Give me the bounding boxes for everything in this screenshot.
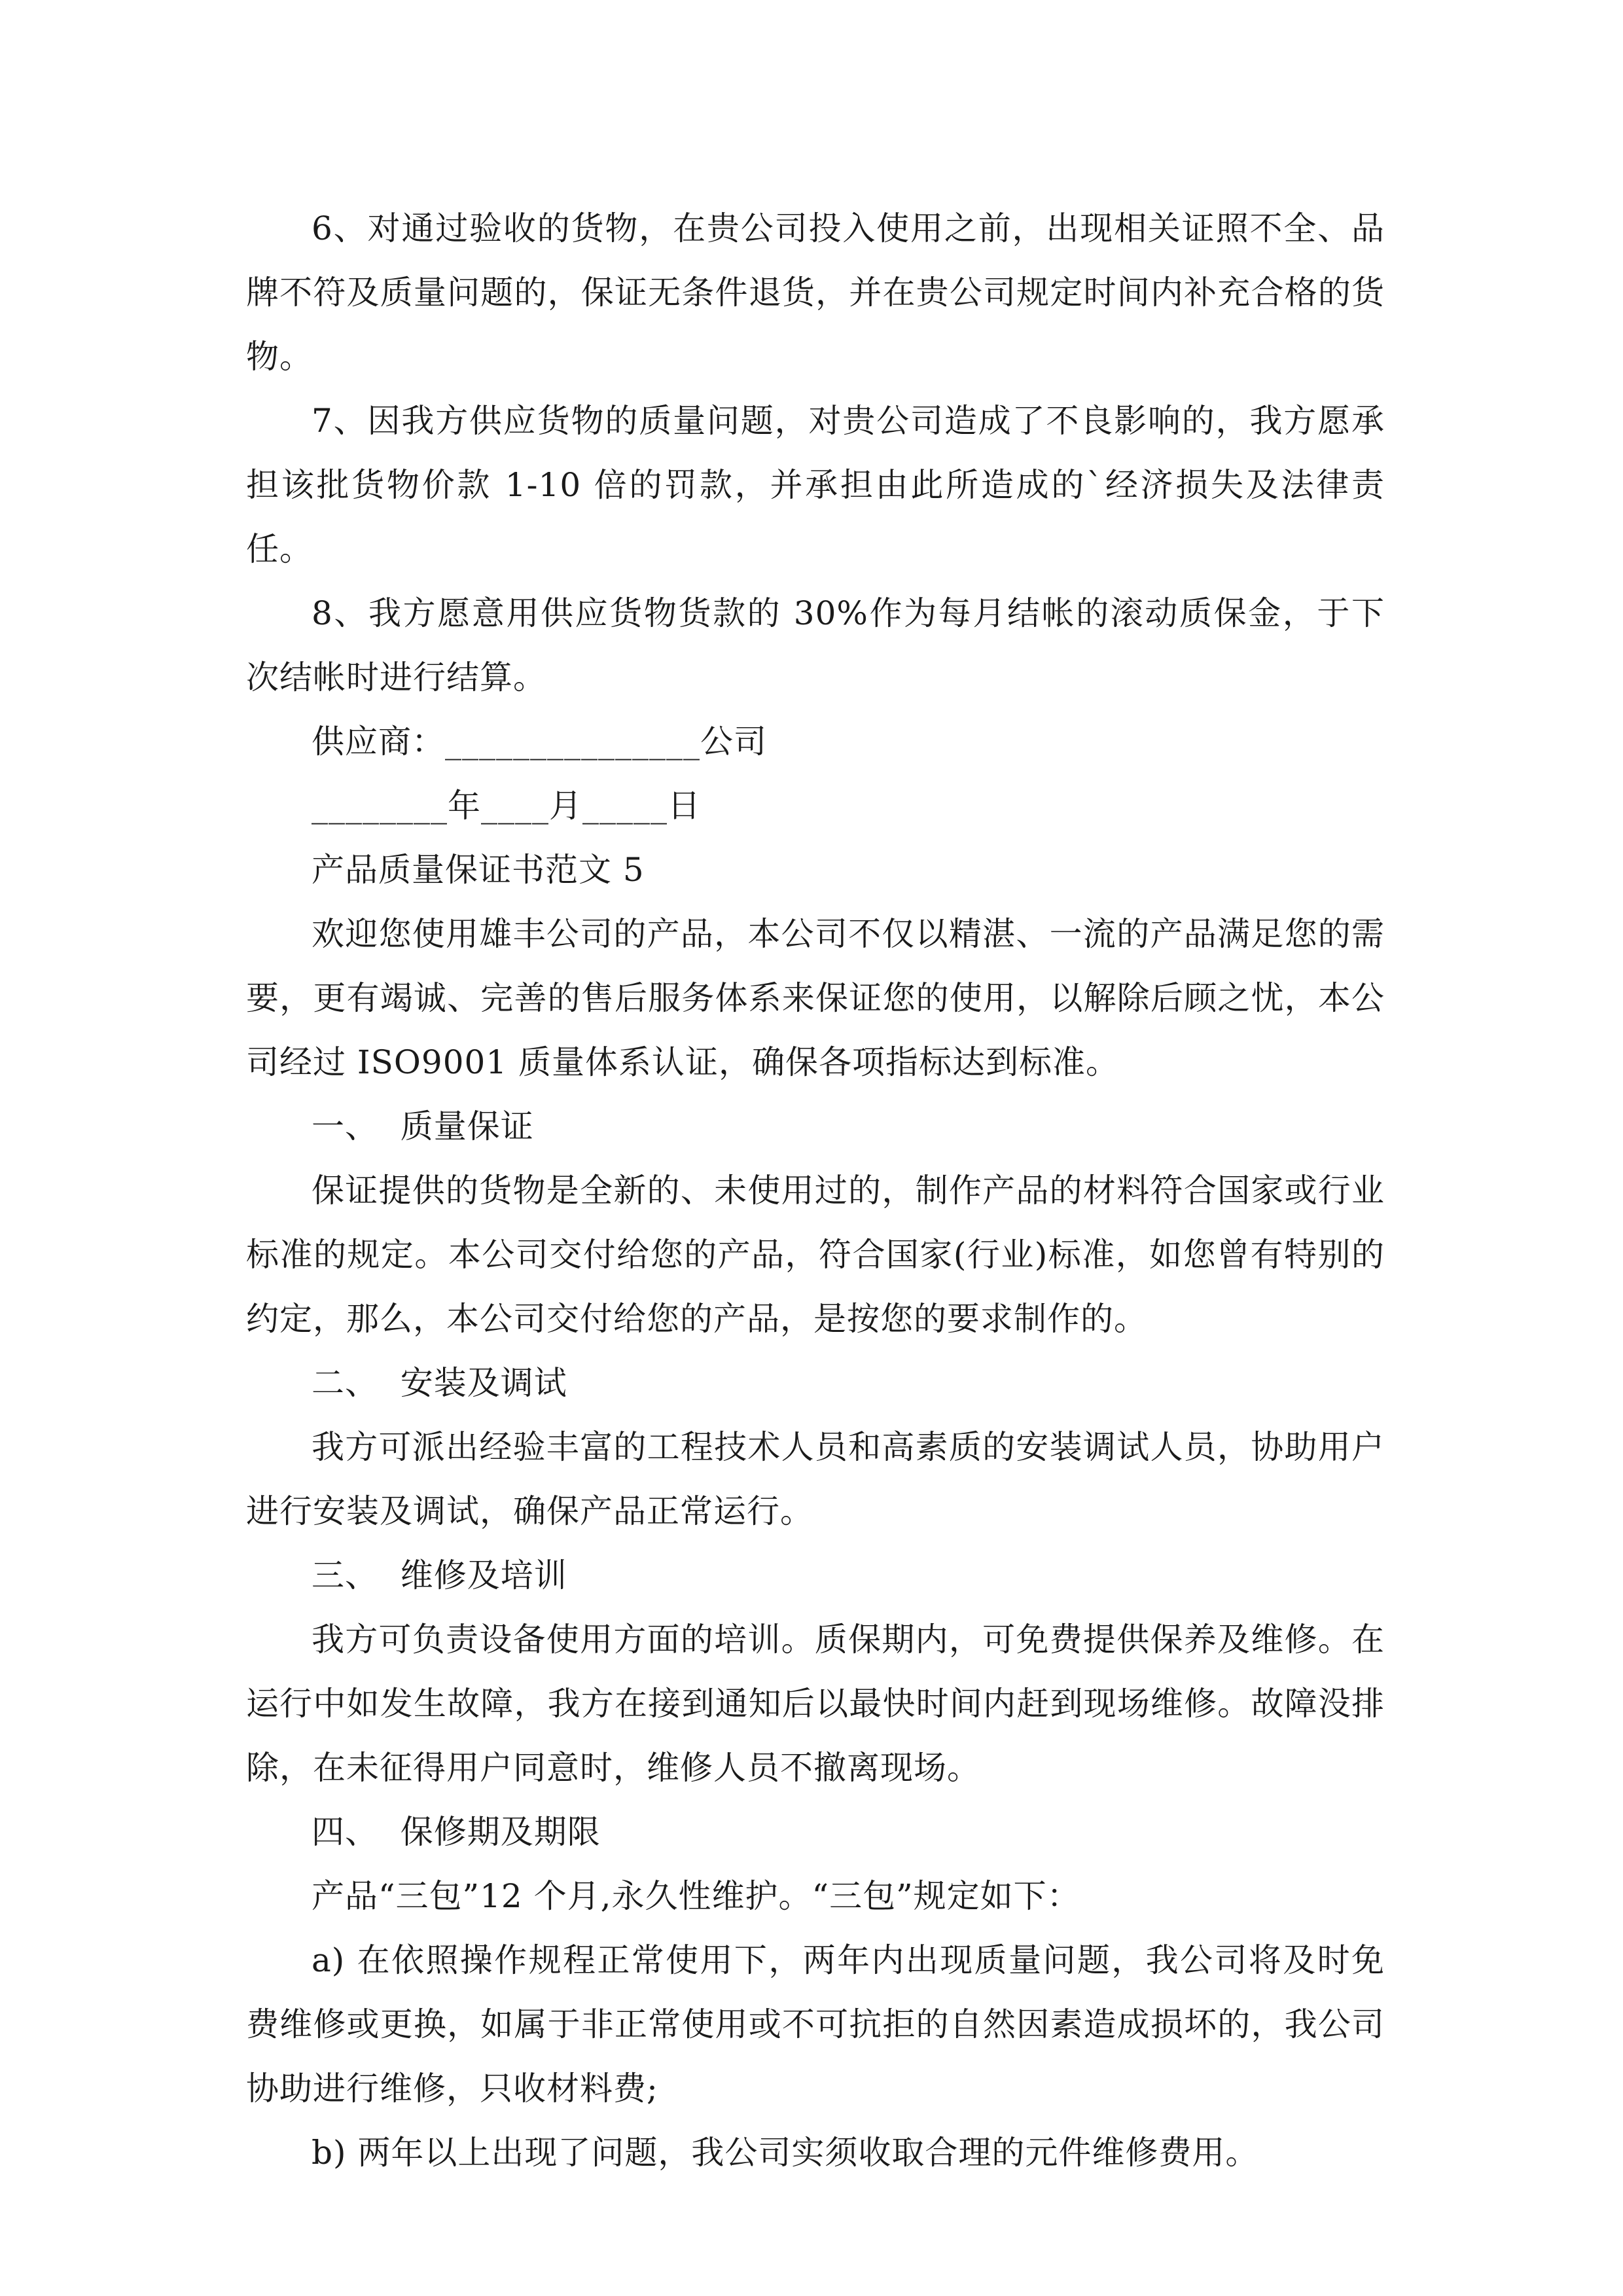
heading-installation: 二、 安装及调试 (312, 1364, 567, 1402)
heading-warranty-period: 四、 保修期及期限 (312, 1813, 601, 1851)
maintenance-paragraph: 我方可负责设备使用方面的培训。质保期内，可免费提供保养及维修。在运行中如发生故障，我方在接到通知后以最快时间内赶到现场维修。故障没排除，在未征得用户同意时，维修人员不撤离现场。 (246, 1621, 1385, 1787)
warranty-item-a: a) 在依照操作规程正常使用下，两年内出现质量问题，我公司将及时免费维修或更换，如属于非正常使用或不可抗拒的自然因素造成损坏的，我公司协助进行维修，只收材料费; (246, 1941, 1385, 2108)
warranty-item-b: b) 两年以上出现了问题，我公司实须收取合理的元件维修费用。 (312, 2134, 1259, 2172)
section-title: 产品质量保证书范文 5 (312, 851, 645, 889)
document-body (246, 196, 1385, 2185)
quality-assurance-paragraph: 保证提供的货物是全新的、未使用过的，制作产品的材料符合国家或行业标准的规定。本公司交付给您的产品，符合国家(行业)标准，如您曾有特别的约定，那么，本公司交付给您的产品，是按您的要求制作的。 (246, 1172, 1385, 1338)
intro-paragraph: 欢迎您使用雄丰公司的产品，本公司不仅以精湛、一流的产品满足您的需要，更有竭诚、完善的售后服务体系来保证您的使用，以解除后顾之忧，本公司经过 ISO9001 质量体系认证，确保各项指标达到标准。 (246, 915, 1385, 1081)
heading-quality-assurance: 一、 质量保证 (312, 1107, 534, 1145)
warranty-intro: 产品“三包”12 个月,永久性维护。“三包”规定如下： (312, 1877, 1080, 1915)
paragraph-item-8: 8、我方愿意用供应货物货款的 30%作为每月结帐的滚动质保金，于下次结帐时进行结算。 (246, 594, 1385, 696)
installation-paragraph: 我方可派出经验丰富的工程技术人员和高素质的安装调试人员，协助用户进行安装及调试，确保产品正常运行。 (246, 1428, 1385, 1530)
paragraph-item-7: 7、因我方供应货物的质量问题，对贵公司造成了不良影响的，我方愿承担该批货物价款 1-10 倍的罚款，并承担由此所造成的`经济损失及法律责任。 (246, 402, 1385, 568)
heading-maintenance-training: 三、 维修及培训 (312, 1556, 567, 1594)
paragraph-item-6: 6、对通过验收的货物，在贵公司投入使用之前，出现相关证照不全、品牌不符及质量问题的，保证无条件退货，并在贵公司规定时间内补充合格的货物。 (246, 209, 1385, 376)
date-line: ________年____月_____日 (312, 787, 701, 825)
supplier-signature-line: 供应商：_______________公司 (312, 723, 767, 761)
